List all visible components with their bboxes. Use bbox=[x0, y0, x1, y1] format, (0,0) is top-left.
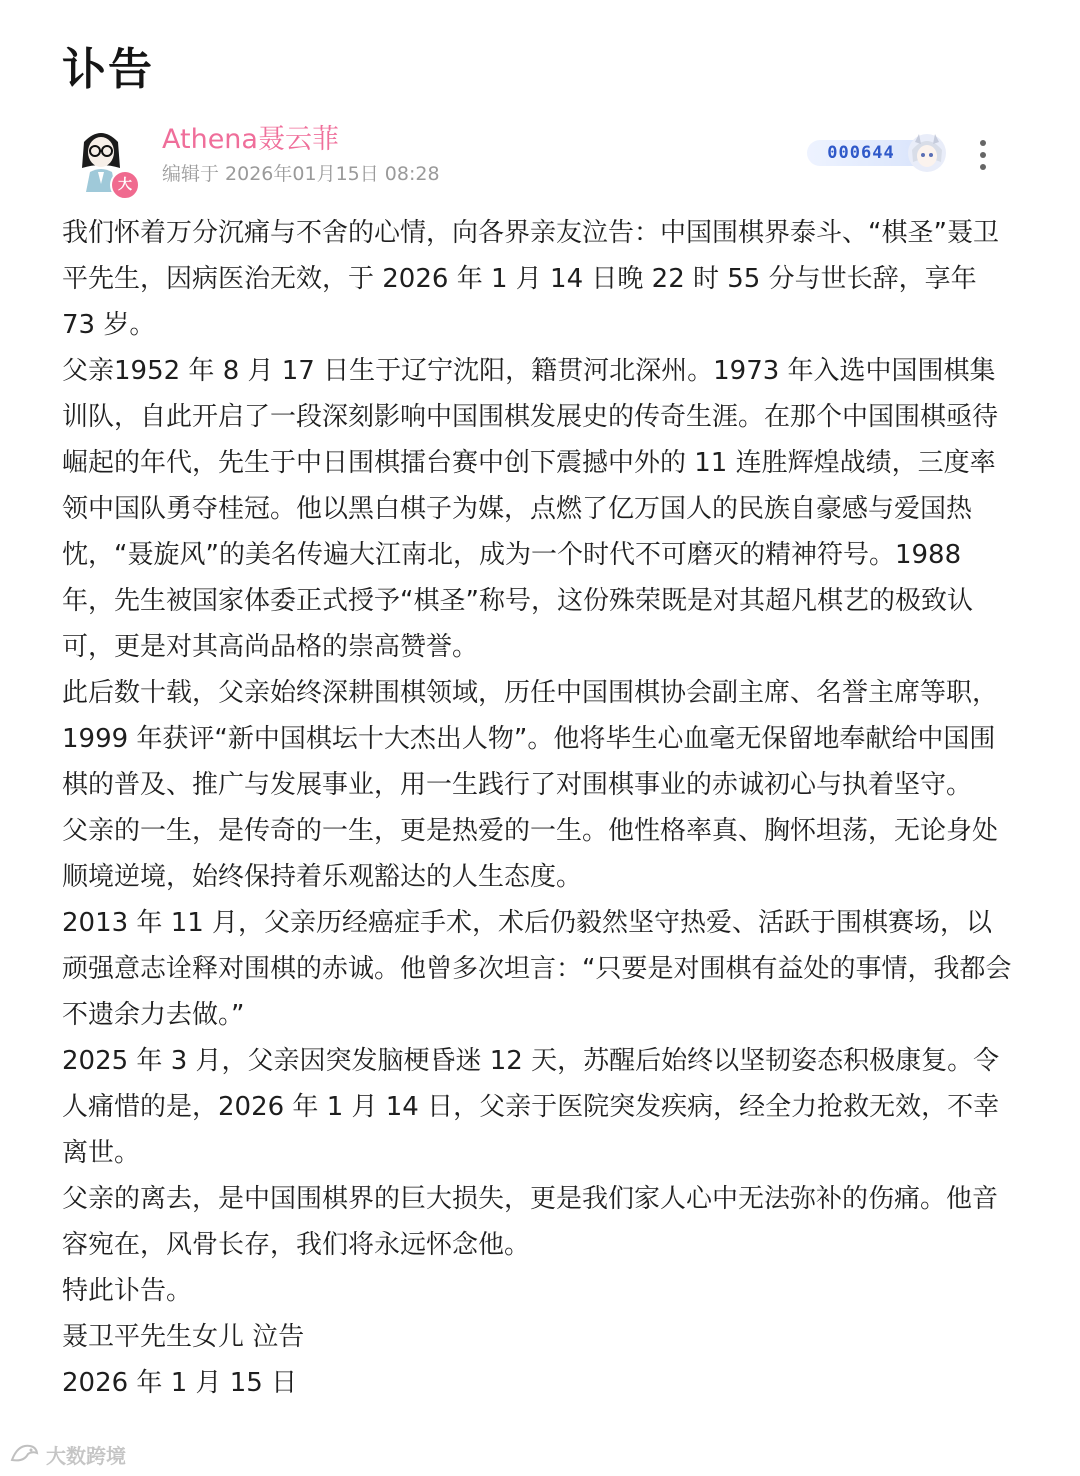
article-paragraph: 此后数十载，父亲始终深耕围棋领域，历任中国围棋协会副主席、名誉主席等职，1999 年获评“新中国棋坛十大杰出人物”。他将毕生心血毫无保留地奉献给中国围棋的普及、推广与发展事业，用一生践行了对围棋事业的赤诚初心与执着坚守。 bbox=[62, 678, 999, 800]
more-options-button[interactable] bbox=[970, 136, 996, 176]
article-body bbox=[62, 210, 1012, 1406]
article-paragraph: 父亲的离去，是中国围棋界的巨大损失，更是我们家人心中无法弥补的伤痛。他音容宛在，风骨长存，我们将永远怀念他。 bbox=[62, 1184, 999, 1260]
article-paragraph: 父亲1952 年 8 月 17 日生于辽宁沈阳，籍贯河北深州。1973 年入选中国围棋集训队，自此开启了一段深刻影响中国围棋发展史的传奇生涯。在那个中国围棋亟待崛起的年代，先生于中日围棋擂台赛中创下震撼中外的 11 连胜辉煌战绩，三度率领中国队勇夺桂冠。他以黑白棋子为媒，点燃了亿万国人的民族自豪感与爱国热忱，“聂旋风”的美名传遍大江南北，成为一个时代不可磨灭的精神符号。1988 年，先生被国家体委正式授予“棋圣”称号，这份殊荣既是对其超凡棋艺的极致认可，更是对其高尚品格的崇高赞誉。 bbox=[62, 356, 999, 662]
bird-logo-icon bbox=[8, 1440, 40, 1468]
author-header bbox=[62, 118, 1020, 198]
watermark-text: 大数跨境 bbox=[46, 1443, 126, 1468]
page-title: 讣告 bbox=[62, 44, 154, 95]
medal-number: 000644 bbox=[827, 143, 895, 163]
article-paragraph: 父亲的一生，是传奇的一生，更是热爱的一生。他性格率真、胸怀坦荡，无论身处顺境逆境，始终保持着乐观豁达的人生态度。 bbox=[62, 816, 999, 892]
more-vertical-icon-dot-2 bbox=[980, 152, 986, 158]
medal-character-icon bbox=[903, 132, 951, 174]
fan-medal[interactable] bbox=[807, 132, 955, 174]
article-paragraph: 特此讣告。 bbox=[62, 1276, 193, 1306]
article-paragraph: 2025 年 3 月，父亲因突发脑梗昏迷 12 天，苏醒后始终以坚韧姿态积极康复。令人痛惜的是，2026 年 1 月 14 日，父亲于医院突发疾病，经全力抢救无效，不幸离世。 bbox=[62, 1046, 1000, 1168]
article-signature: 聂卫平先生女儿 泣告 bbox=[62, 1322, 305, 1352]
more-vertical-icon-dot-3 bbox=[980, 164, 986, 170]
edit-timestamp: 编辑于 2026年01月15日 08:28 bbox=[162, 163, 440, 185]
watermark bbox=[8, 1436, 126, 1472]
article-paragraph: 我们怀着万分沉痛与不舍的心情，向各界亲友泣告：中国围棋界泰斗、“棋圣”聂卫平先生，因病医治无效，于 2026 年 1 月 14 日晚 22 时 55 分与世长辞，享年 73 岁。 bbox=[62, 218, 999, 340]
more-vertical-icon bbox=[980, 140, 986, 146]
author-level-badge: 大 bbox=[110, 170, 140, 200]
author-name[interactable]: Athena聂云菲 bbox=[162, 124, 339, 155]
author-avatar[interactable] bbox=[62, 122, 140, 194]
article-paragraph: 2013 年 11 月，父亲历经癌症手术，术后仍毅然坚守热爱、活跃于围棋赛场，以顽强意志诠释对围棋的赤诚。他曾多次坦言：“只要是对围棋有益处的事情，我都会不遗余力去做。” bbox=[62, 908, 1012, 1030]
article-date: 2026 年 1 月 15 日 bbox=[62, 1368, 298, 1398]
